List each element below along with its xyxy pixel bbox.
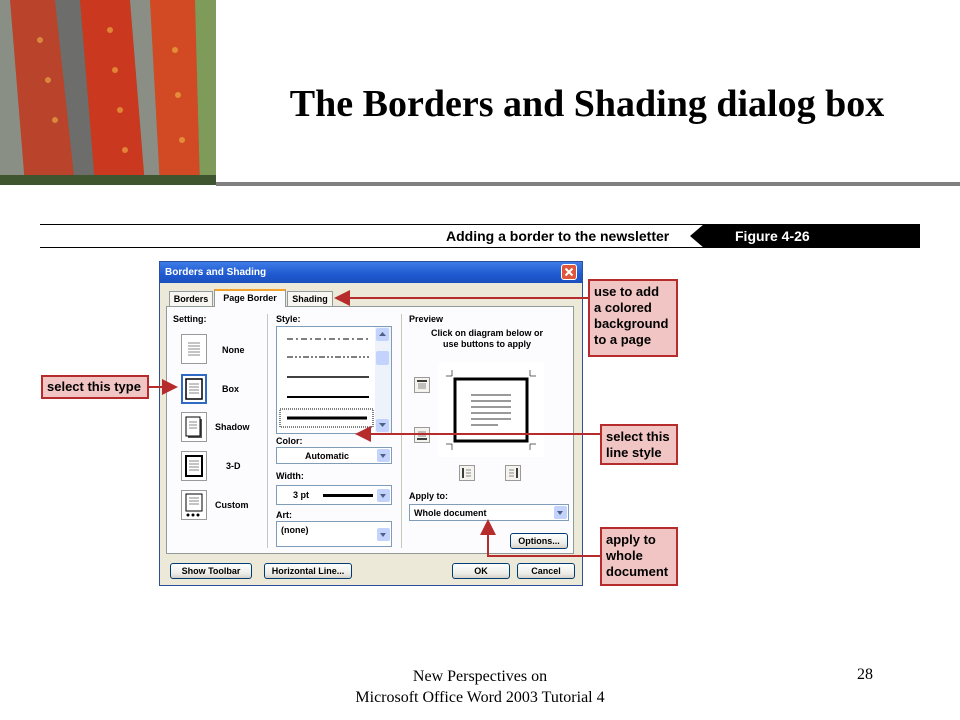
callout-line-style-text: select this line style bbox=[606, 429, 670, 460]
figure-caption: Adding a border to the newsletter bbox=[446, 228, 670, 244]
callout-line-style bbox=[600, 424, 678, 465]
callout-shading bbox=[588, 279, 678, 357]
apply-to-value: Whole document bbox=[414, 508, 487, 518]
cancel-button[interactable]: Cancel bbox=[517, 563, 575, 579]
art-label: Art: bbox=[276, 510, 292, 520]
setting-label: Setting: bbox=[173, 314, 207, 324]
figure-number: Figure 4-26 bbox=[735, 228, 810, 244]
color-value: Automatic bbox=[305, 451, 350, 461]
callout-apply-to-text: apply to whole document bbox=[606, 532, 669, 579]
page-number: 28 bbox=[857, 666, 873, 683]
slide-title: The Borders and Shading dialog box bbox=[289, 83, 885, 125]
setting-3d-label[interactable]: 3-D bbox=[226, 461, 241, 471]
dialog-title: Borders and Shading bbox=[165, 267, 267, 278]
apply-to-label: Apply to: bbox=[409, 491, 448, 501]
tab-borders[interactable]: Borders bbox=[169, 291, 213, 306]
tab-page-border[interactable]: Page Border bbox=[214, 289, 286, 307]
show-toolbar-button[interactable]: Show Toolbar bbox=[170, 563, 252, 579]
width-label: Width: bbox=[276, 471, 304, 481]
callout-apply-to bbox=[600, 527, 678, 586]
callout-select-type bbox=[41, 375, 149, 399]
art-value: (none) bbox=[281, 525, 309, 535]
setting-shadow-label[interactable]: Shadow bbox=[215, 422, 250, 432]
setting-custom-label[interactable]: Custom bbox=[215, 500, 249, 510]
footer-line-2: Microsoft Office Word 2003 Tutorial 4 bbox=[355, 689, 605, 706]
setting-box-label[interactable]: Box bbox=[222, 384, 240, 394]
setting-none-label[interactable]: None bbox=[222, 345, 245, 355]
options-button[interactable]: Options... bbox=[510, 533, 568, 549]
ok-button[interactable]: OK bbox=[452, 563, 510, 579]
preview-hint: Click on diagram below or use buttons to apply bbox=[430, 328, 544, 349]
slide-footer bbox=[330, 666, 630, 708]
callout-select-type-text: select this type bbox=[47, 379, 141, 394]
width-value: 3 pt bbox=[293, 490, 310, 500]
preview-label: Preview bbox=[409, 314, 444, 324]
horizontal-line-button[interactable]: Horizontal Line... bbox=[264, 563, 352, 579]
callout-shading-text: use to add a colored background to a page bbox=[594, 284, 669, 347]
footer-line-1: New Perspectives on bbox=[412, 668, 548, 685]
tab-shading[interactable]: Shading bbox=[287, 291, 333, 306]
color-label: Color: bbox=[276, 436, 303, 446]
style-label: Style: bbox=[276, 314, 301, 324]
